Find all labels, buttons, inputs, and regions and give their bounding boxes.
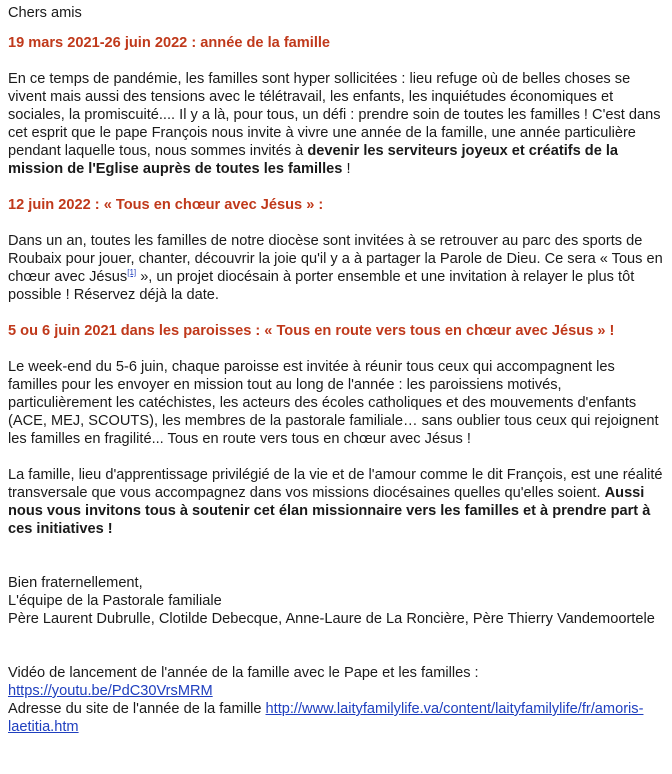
- paragraph-end: !: [342, 161, 351, 177]
- youtube-link[interactable]: https://youtu.be/PdC30VrsMRM: [8, 683, 213, 699]
- signature-block: [8, 574, 666, 628]
- paragraph-text: En ce temps de pandémie, les familles sont hyper sollicitées : lieu refuge où de belles choses se vivent mais aussi des tensions avec le télétravail, les enfants, les inquiétudes économiques et sociales, la promiscuité.... Il y a là, pour tous, un défi : prendre soin de toutes les familles ! C'est dans cet esprit que le pape François nous invite à vivre une année de la famille, une année particulière pendant laquelle tous, nous sommes invités à: [8, 71, 661, 159]
- signature-closing: Bien fraternellement,: [8, 575, 143, 591]
- section-heading-12-juin: 12 juin 2022 : « Tous en chœur avec Jésus » :: [8, 197, 324, 213]
- footnote-ref[interactable]: [127, 268, 136, 277]
- laityfamilylife-link[interactable]: http://www.laityfamilylife.va/content/laityfamilylife/fr/amoris-laetitia.htm: [8, 701, 644, 735]
- paragraph-text: Dans un an, toutes les familles de notre diocèse sont invitées à se retrouver au parc des sports de Roubaix pour jouer, chanter, découvrir la joie qu'il y a à partager la Parole de Dieu. Ce sera « Tous en chœur avec Jésus: [8, 233, 663, 285]
- video-link-label: Vidéo de lancement de l'année de la famille avec le Pape et les familles :: [8, 665, 479, 681]
- paragraph-pandemie: [8, 70, 666, 178]
- section-heading-paroisses: 5 ou 6 juin 2021 dans les paroisses : « Tous en route vers tous en chœur avec Jésus » !: [8, 323, 615, 339]
- video-link-line: [8, 664, 666, 700]
- paragraph-bold-text: Aussi nous vous invitons tous à soutenir cet élan missionnaire vers les familles et à prendre part à ces initiatives !: [8, 485, 651, 537]
- signature-team: L'équipe de la Pastorale familiale: [8, 593, 222, 609]
- paragraph-week-end: Le week-end du 5-6 juin, chaque paroisse est invitée à réunir tous ceux qui accompagnent les familles pour les envoyer en mission tout au long de l'année : les paroissiens motivés, particulièrement les catéchistes, les acteurs des écoles catholiques et des mouvements d'enfants (ACE, MEJ, SCOUTS), les membres de la pastorale familiale… sans oublier tous ceux qui rejoignent les familles en fragilité... Tous en route vers tous en chœur avec Jésus !: [8, 359, 659, 447]
- greeting: Chers amis: [8, 5, 82, 21]
- site-link-label: Adresse du site de l'année de la famille: [8, 701, 266, 717]
- links-block: [8, 664, 666, 736]
- paragraph-roubaix: [8, 232, 666, 304]
- section-heading-annee-famille: 19 mars 2021-26 juin 2022 : année de la famille: [8, 35, 331, 51]
- site-link-line: [8, 700, 666, 736]
- signature-names: Père Laurent Dubrulle, Clotilde Debecque, Anne-Laure de La Roncière, Père Thierry Vandemoortele: [8, 611, 655, 627]
- paragraph-text-continued: », un projet diocésain à porter ensemble et une invitation à relayer le plus tôt possible ! Réservez déjà la date.: [8, 269, 635, 303]
- footnote-link[interactable]: [1]: [127, 268, 137, 278]
- paragraph-text: La famille, lieu d'apprentissage privilégié de la vie et de l'amour comme le dit François, est une réalité transversale que vous accompagnez dans vos missions diocésaines quelles qu'elles soient.: [8, 467, 663, 501]
- paragraph-famille-lieu: [8, 466, 666, 538]
- paragraph-bold-text: devenir les serviteurs joyeux et créatifs de la mission de l'Eglise auprès de toutes les familles: [8, 143, 619, 177]
